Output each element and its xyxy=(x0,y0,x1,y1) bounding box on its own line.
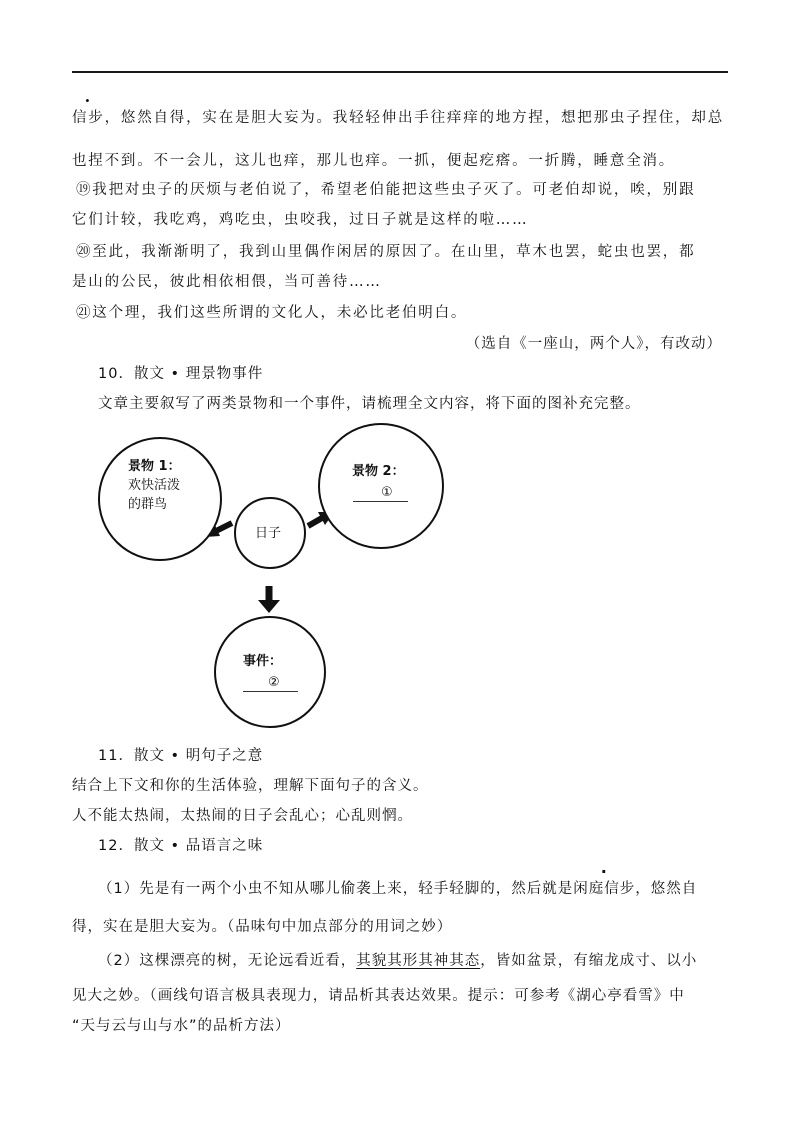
event-circle xyxy=(214,616,326,728)
underlined-phrase: 其貌其形其神其态 xyxy=(356,953,481,969)
paragraph-20-cont: 是山的公民，彼此相依相偎，当可善待…… xyxy=(72,274,382,290)
dotted-word: 信步 xyxy=(72,110,105,126)
scene2-label: 景物 2： xyxy=(352,464,405,479)
q10-prompt: 文章主要叙写了两类景物和一个事件，请梳理全文内容，将下面的图补充完整。 xyxy=(98,396,641,412)
scene1-label: 景物 1： xyxy=(128,459,181,474)
q12-title: 12．散文 • 品语言之味 xyxy=(98,838,264,854)
paragraph-20: ⑳至此，我渐渐明了，我到山里偶作闲居的原因了。在山里，草木也罢，蛇虫也罢，都 xyxy=(76,244,696,260)
dotted-phrase: 闲庭信步 xyxy=(573,881,636,897)
q12-sub1-cont: 得，实在是胆大妄为。（品味句中加点部分的用词之妙） xyxy=(72,919,453,935)
center-label: 日子 xyxy=(255,526,282,541)
event-blank-number: ② xyxy=(268,675,280,690)
arrow-to-event xyxy=(258,586,280,613)
event-label: 事件： xyxy=(243,654,283,669)
answer-blank-2[interactable] xyxy=(243,691,298,692)
scene1-text: 欢快活泼 xyxy=(128,478,181,493)
q11-sentence: 人不能太热闹，太热闹的日子会乱心；心乱则惘。 xyxy=(72,808,413,824)
answer-blank-1[interactable] xyxy=(353,501,408,502)
q10-title: 10．散文 • 理景物事件 xyxy=(98,366,264,382)
q11-prompt: 结合上下文和你的生活体验，理解下面句子的含义。 xyxy=(72,778,429,794)
scene1-text: 的群鸟 xyxy=(128,497,168,512)
paragraph-21: ㉑这个理，我们这些所谓的文化人，未必比老伯明白。 xyxy=(76,305,468,321)
scene2-blank-number: ① xyxy=(381,485,393,500)
q12-sub2-cont: 见大之妙。（画线句语言极具表现力，请品析其表达效果。提示：可参考《湖心亭看雪》中 xyxy=(72,988,685,1004)
q12-sub2-cont: “天与云与山与水”的品析方法） xyxy=(72,1018,291,1034)
source-citation: （选自《一座山，两个人》，有改动） xyxy=(465,336,722,352)
paragraph-19: ⑲我把对虫子的厌烦与老伯说了，希望老伯能把这些虫子灭了。可老伯却说，唉，别跟 xyxy=(76,182,696,198)
passage-line: 信步，悠然自得，实在是胆大妄为。我轻轻伸出手往痒痒的地方捏，想把那虫子捏住，却总 xyxy=(72,110,725,126)
q11-title: 11．散文 • 明句子之意 xyxy=(98,748,264,764)
passage-line: 也捏不到。不一会儿，这儿也痒，那儿也痒。一抓，便起疙瘩。一折腾，睡意全消。 xyxy=(72,153,676,169)
q12-sub2: （2）这棵漂亮的树，无论远看近看，其貌其形其神其态，皆如盆景，有缩龙成寸、以小 xyxy=(98,953,698,969)
paragraph-19-cont: 它们计较，我吃鸡，鸡吃虫，虫咬我，过日子就是这样的啦…… xyxy=(72,212,529,228)
q12-sub1: （1）先是有一两个小虫不知从哪儿偷袭上来，轻手轻脚的，然后就是闲庭信步，悠然自 xyxy=(98,881,698,897)
